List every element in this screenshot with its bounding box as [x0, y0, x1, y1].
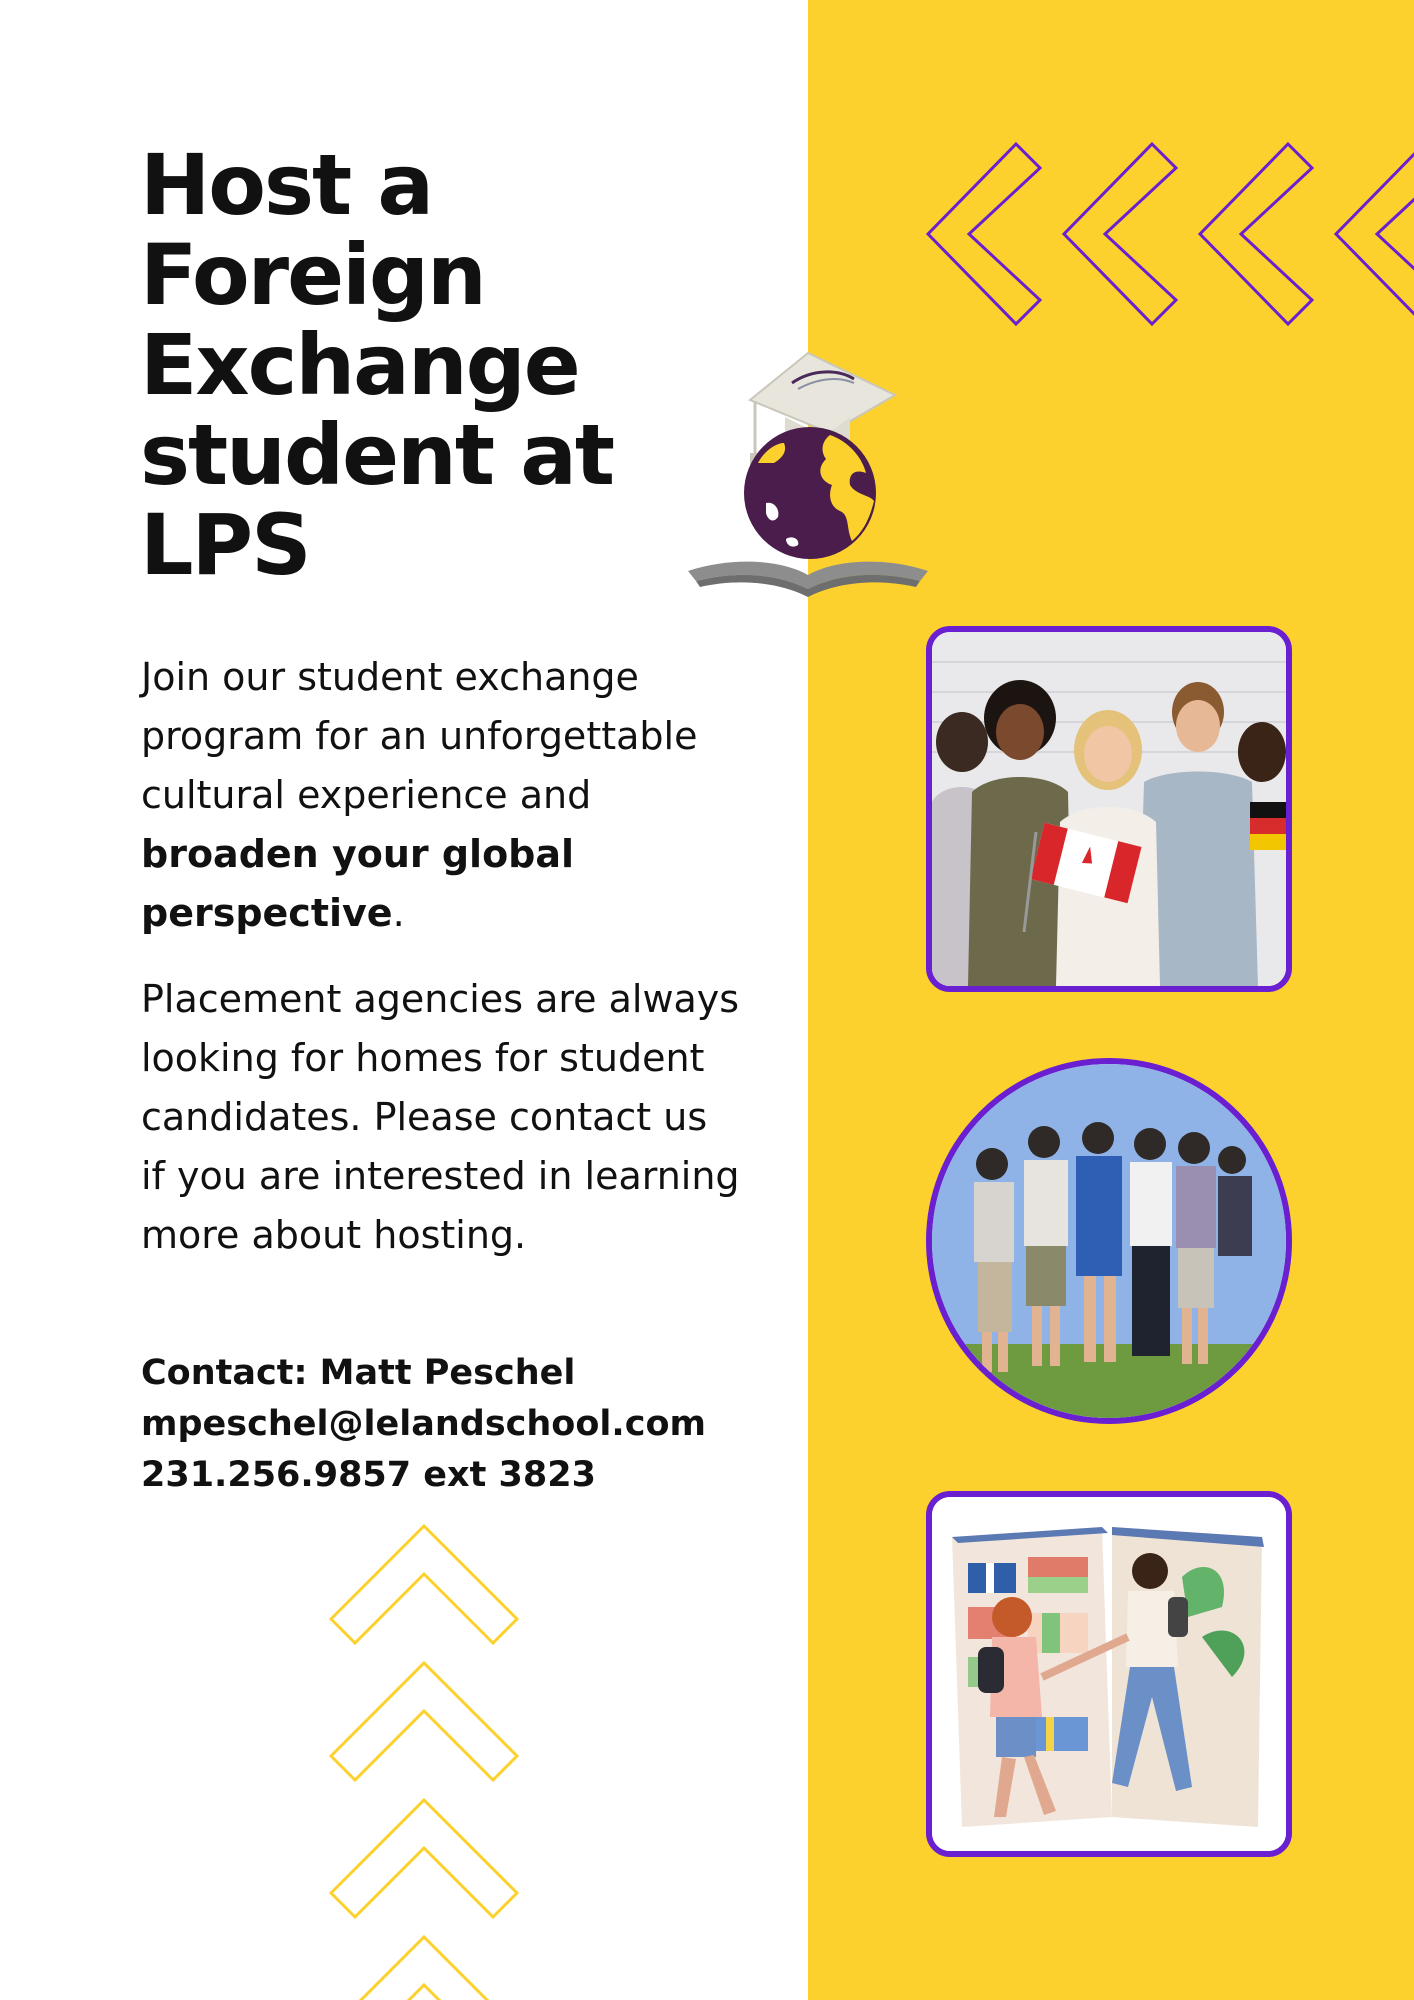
contact-block — [141, 1348, 761, 1501]
chevron-left-icon — [928, 144, 1040, 324]
chevron-left-icon-row — [900, 130, 1414, 330]
contact-phone[interactable]: 231.256.9857 ext 3823 — [141, 1455, 596, 1495]
open-book-icon — [688, 562, 928, 597]
page-title — [140, 136, 700, 594]
chevron-up-icon — [331, 1800, 517, 1917]
chevron-left-icon — [1200, 144, 1312, 324]
chevron-up-icon — [331, 1526, 517, 1643]
title-line: Foreign — [140, 226, 485, 324]
chevron-up-icon — [331, 1663, 517, 1780]
chevron-up-icon — [331, 1937, 517, 2000]
graduation-globe-logo — [680, 345, 930, 605]
title-line: Exchange — [140, 316, 579, 414]
placement-paragraph: Placement agencies are always looking for homes for student candidates. Please contact us if you are interested in learning more about hosting. — [141, 977, 740, 1257]
intro-text: Join our student exchange program for an unforgettable cultural experience and — [141, 655, 698, 817]
title-line: LPS — [140, 496, 310, 594]
travelers-map-illustration — [926, 1491, 1292, 1857]
students-group-hug-photo — [926, 1058, 1292, 1424]
contact-name: Contact: Matt Peschel — [141, 1353, 576, 1393]
intro-bold-text: broaden your global perspective — [141, 832, 575, 935]
title-line: Host a — [140, 136, 433, 234]
contact-email[interactable]: mpeschel@lelandschool.com — [141, 1404, 706, 1444]
title-line: student at — [140, 406, 614, 504]
intro-paragraph — [141, 648, 741, 943]
globe-icon — [744, 427, 876, 559]
students-with-flags-photo — [926, 626, 1292, 992]
chevron-left-icon — [1336, 144, 1414, 324]
chevron-up-icon-column — [320, 1515, 520, 2000]
intro-end: . — [392, 891, 405, 935]
chevron-left-icon — [1064, 144, 1176, 324]
